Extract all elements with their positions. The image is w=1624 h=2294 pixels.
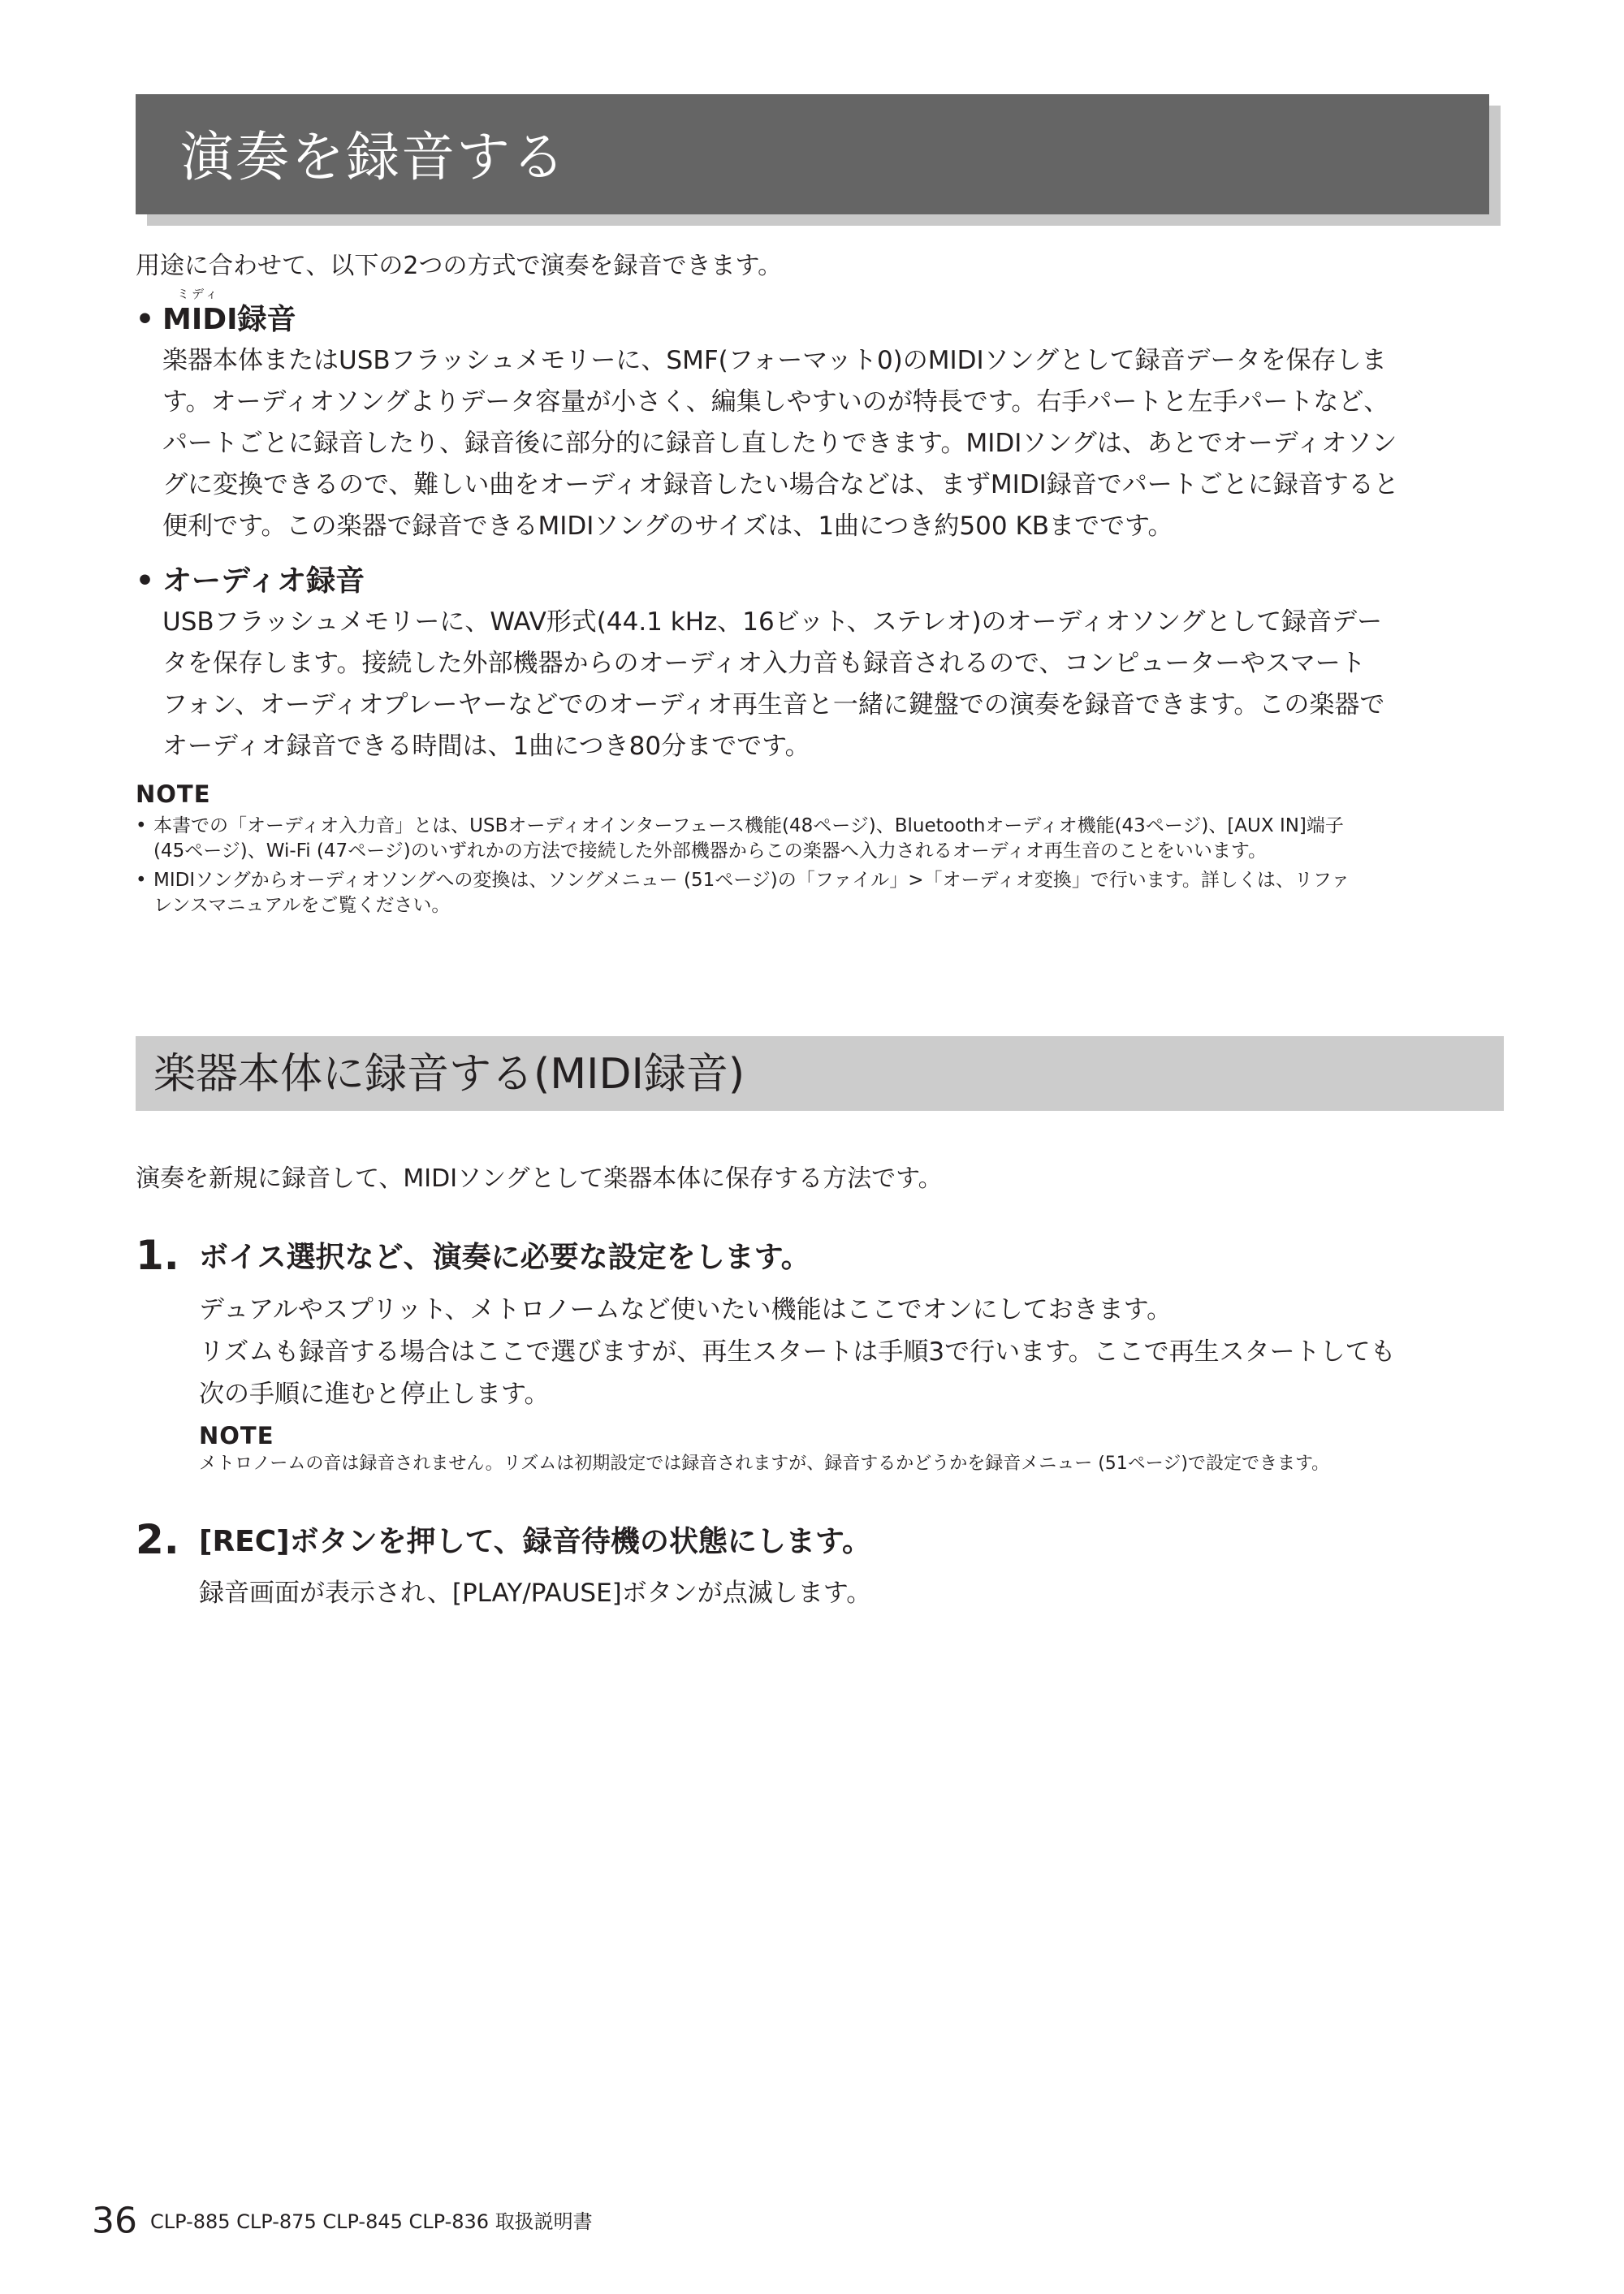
section-title: 楽器本体に録音する(MIDI録音) xyxy=(153,1050,745,1099)
section-intro: 演奏を新規に録音して、MIDIソングとして楽器本体に保存する方法です。 xyxy=(136,1164,943,1193)
audio-heading xyxy=(136,564,365,599)
step-2-number: 2. xyxy=(136,1516,179,1563)
text-line: タを保存します。接続した外部機器からのオーディオ入力音も録音されるので、コンピューターやスマート xyxy=(162,649,1366,678)
step-2-body: 録音画面が表示され、[PLAY/PAUSE]ボタンが点滅します。 xyxy=(199,1579,872,1608)
note-line: (45ページ)、Wi-Fi (47ページ)のいずれかの方法で接続した外部機器からこの楽器へ入力されるオーディオ再生音のことをいいます。 xyxy=(153,840,1268,862)
text-line: パートごとに録音したり、録音後に部分的に録音し直したりできます。MIDIソングは、あとでオーディオソン xyxy=(162,429,1397,458)
page-number: 36 xyxy=(92,2200,137,2242)
title-banner xyxy=(136,94,1489,214)
step-1-number: 1. xyxy=(136,1232,179,1279)
section-banner xyxy=(136,1036,1504,1111)
step-1-title: ボイス選択など、演奏に必要な設定をします。 xyxy=(199,1241,810,1274)
page-title: 演奏を録音する xyxy=(180,126,567,188)
midi-heading xyxy=(136,302,296,338)
text-line: リズムも録音する場合はここで選びますが、再生スタートは手順3で行います。ここで再生スタートしても xyxy=(199,1337,1396,1367)
text-line: USBフラッシュメモリーに、WAV形式(44.1 kHz、16ビット、ステレオ)のオーディオソングとして録音デー xyxy=(162,607,1383,637)
step-1-note-label: NOTE xyxy=(199,1422,274,1449)
audio-description xyxy=(162,602,1494,767)
midi-ruby: ミディ xyxy=(177,287,220,301)
text-line: フォン、オーディオプレーヤーなどでのオーディオ再生音と一緒に鍵盤での演奏を録音できます。この楽器で xyxy=(162,690,1385,719)
note-item xyxy=(136,814,1492,864)
note-item xyxy=(136,868,1492,918)
note-line: • 本書での「オーディオ入力音」とは、USBオーディオインターフェース機能(48ページ)、Bluetoothオーディオ機能(43ページ)、[AUX IN]端子 xyxy=(153,815,1344,836)
intro-text: 用途に合わせて、以下の2つの方式で演奏を録音できます。 xyxy=(136,252,783,280)
midi-heading-text: MIDI録音 xyxy=(162,303,296,336)
step-2-title: [REC]ボタンを押して、録音待機の状態にします。 xyxy=(199,1525,872,1558)
audio-heading-text: オーディオ録音 xyxy=(162,564,365,598)
note-line: レンスマニュアルをご覧ください。 xyxy=(153,895,451,916)
bullet-icon: • xyxy=(136,303,155,336)
midi-description xyxy=(162,340,1494,547)
text-line: オーディオ録音できる時間は、1曲につき80分までです。 xyxy=(162,732,810,761)
text-line: 楽器本体またはUSBフラッシュメモリーに、SMF(フォーマット0)のMIDIソングとして録音データを保存しま xyxy=(162,346,1387,375)
text-line: す。オーディオソングよりデータ容量が小さく、編集しやすいのが特長です。右手パートと左手パートなど、 xyxy=(162,387,1389,417)
note-label: NOTE xyxy=(136,780,211,808)
step-1-note: メトロノームの音は録音されません。リズムは初期設定では録音されますが、録音するかどうかを録音メニュー (51ページ)で設定できます。 xyxy=(199,1454,1330,1474)
bullet-icon: • xyxy=(136,564,155,598)
footer-model-list: CLP-885 CLP-875 CLP-845 CLP-836 取扱説明書 xyxy=(150,2210,593,2233)
text-line: 次の手順に進むと停止します。 xyxy=(199,1380,550,1409)
text-line: グに変換できるので、難しい曲をオーディオ録音したい場合などは、まずMIDI録音でパートごとに録音すると xyxy=(162,470,1399,499)
step-1-body xyxy=(199,1289,1498,1415)
text-line: 便利です。この楽器で録音できるMIDIソングのサイズは、1曲につき約500 KBまでです。 xyxy=(162,512,1173,541)
note-line: • MIDIソングからオーディオソングへの変換は、ソングメニュー (51ページ)の「ファイル」>「オーディオ変換」で行います。詳しくは、リファ xyxy=(153,870,1350,891)
text-line: デュアルやスプリット、メトロノームなど使いたい機能はここでオンにしておきます。 xyxy=(199,1295,1173,1324)
page-footer xyxy=(92,2201,593,2242)
note-list xyxy=(136,814,1492,922)
